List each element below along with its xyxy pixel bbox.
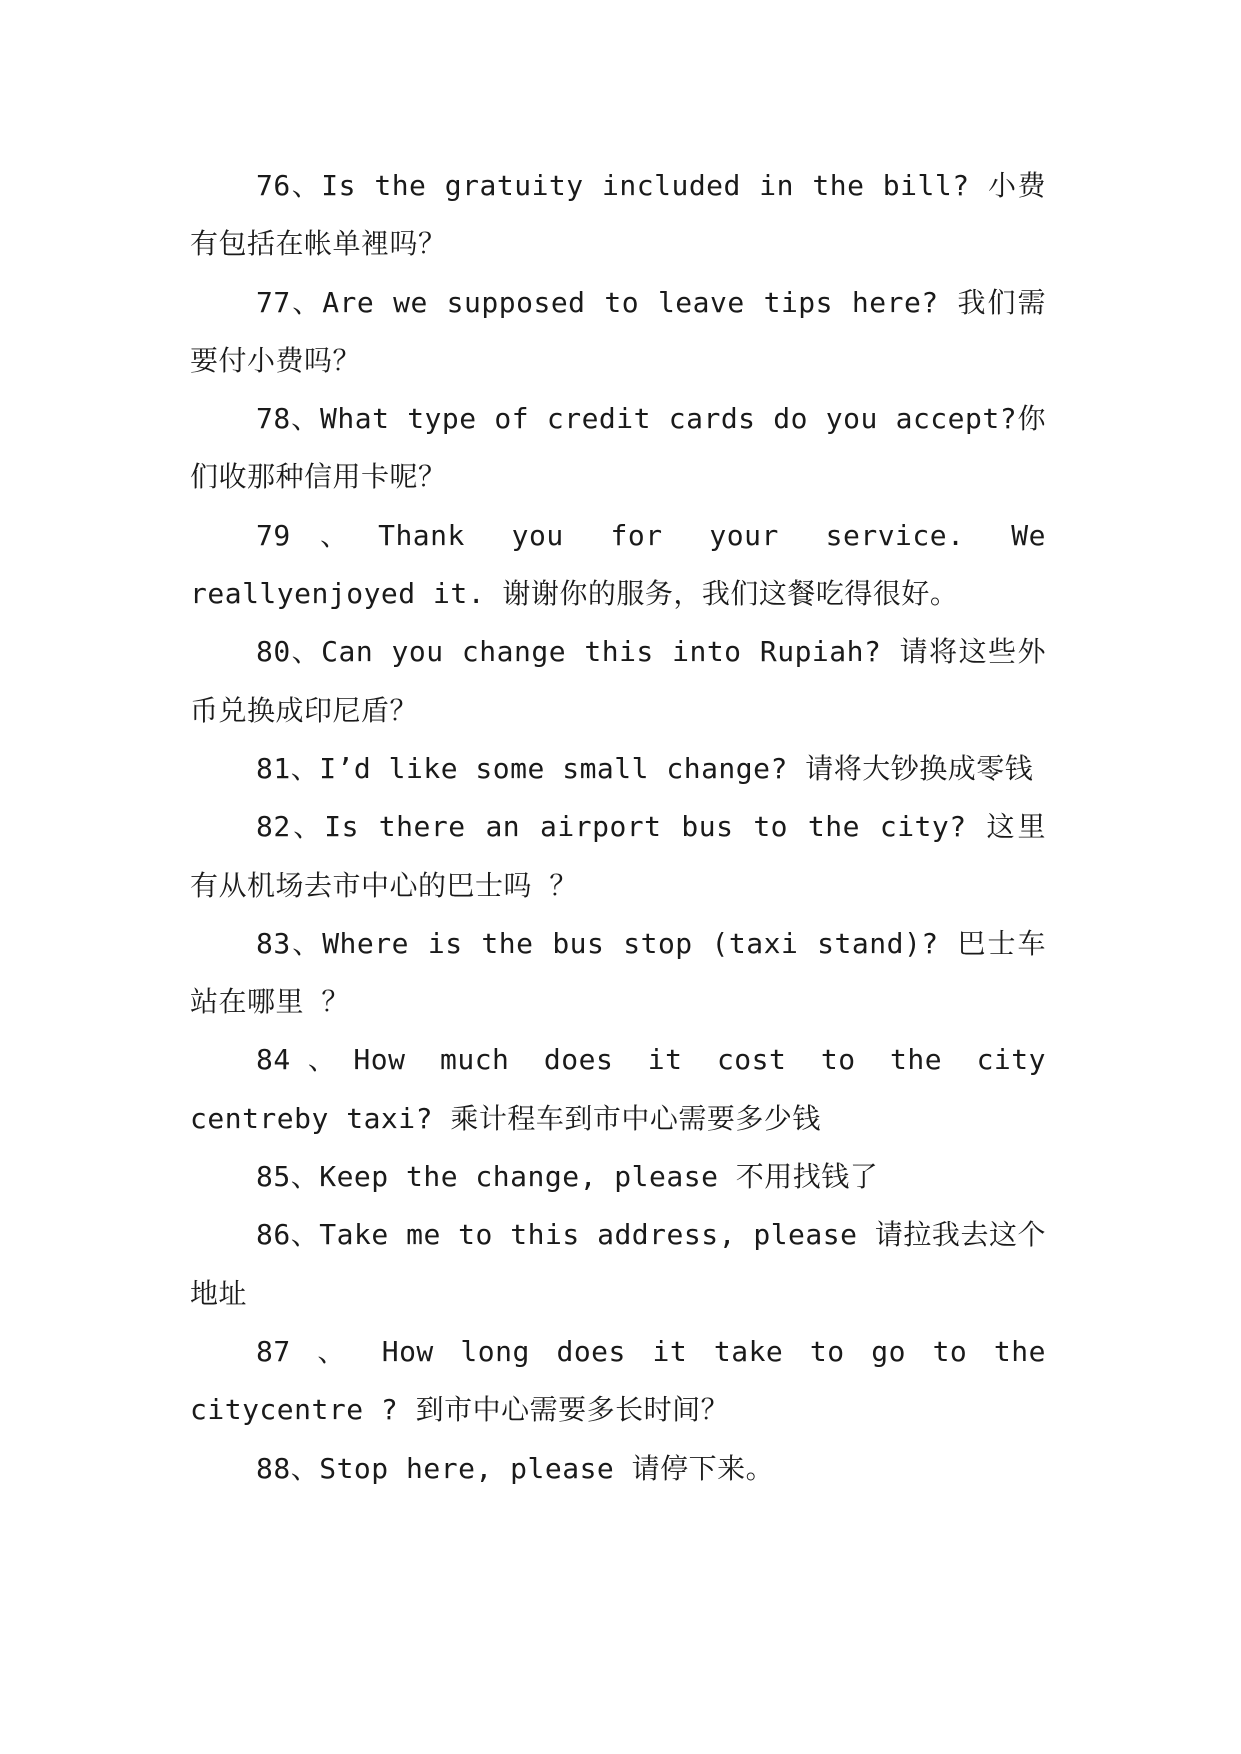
phrase-80: 80、Can you change this into Rupiah? 请将这些外币兑换成印尼盾？	[190, 635, 1046, 727]
phrase-87: 87 、 How long does it take to go to the citycentre ? 到市中心需要多长时间？	[190, 1334, 1046, 1427]
phrase-84: 84、How much does it cost to the city centreby taxi? 乘计程车到市中心需要多少钱	[190, 1043, 1046, 1135]
phrase-88: 88、Stop here, please 请停下来。	[256, 1451, 775, 1485]
phrase-82: 82、Is there an airport bus to the city? 这里有从机场去市中心的巴士吗 ？	[190, 810, 1046, 902]
phrase-85: 85、Keep the change, please 不用找钱了	[256, 1160, 879, 1194]
phrase-83: 83、Where is the bus stop (taxi stand)? 巴士车站在哪里 ？	[190, 926, 1046, 1019]
phrase-78: 78、What type of credit cards do you accept?你们收那种信用卡呢？	[190, 402, 1046, 494]
phrase-79: 79、Thank you for your service. We reallyenjoyed it. 谢谢你的服务，我们这餐吃得很好。	[190, 518, 1046, 611]
phrase-86: 86、Take me to this address, please 请拉我去这个地址	[190, 1218, 1046, 1310]
phrase-81: 81、I’d like some small change? 请将大钞换成零钱	[256, 751, 1034, 785]
phrase-76: 76、Is the gratuity included in the bill? 小费有包括在帐单裡吗？	[190, 169, 1046, 261]
phrase-77: 77、Are we supposed to leave tips here? 我们需要付小费吗？	[190, 285, 1046, 377]
document-page	[190, 157, 1046, 1498]
